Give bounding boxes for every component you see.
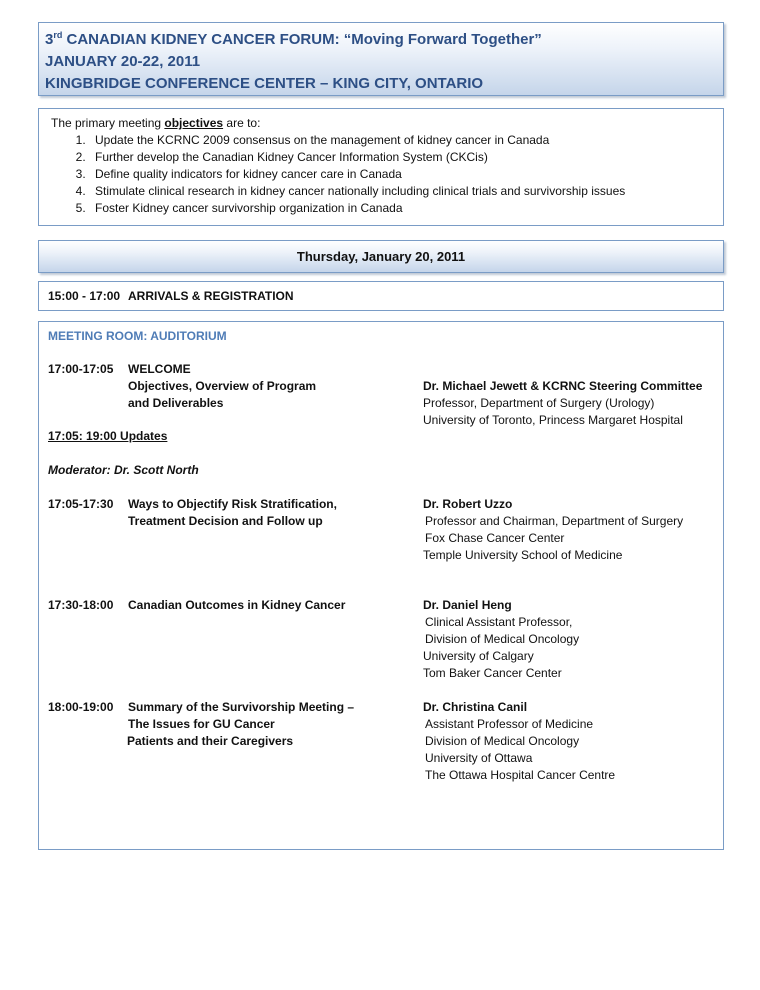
intro-keyword: objectives — [164, 116, 224, 130]
session-title: Canadian Outcomes in Kidney Cancer — [128, 598, 346, 612]
arrivals-time: 15:00 - 17:00 — [48, 289, 121, 303]
title-text: CANADIAN KIDNEY CANCER FORUM: “Moving Forward Together” — [62, 31, 542, 48]
moderator: Moderator: Dr. Scott North — [48, 463, 199, 477]
session-affiliation: Professor and Chairman, Department of Surgery — [425, 514, 684, 528]
intro-text: The primary meeting — [51, 116, 165, 130]
day-header: Thursday, January 20, 2011 — [38, 240, 724, 273]
forum-dates: JANUARY 20-22, 2011 — [45, 53, 201, 70]
meeting-room-box — [38, 321, 724, 850]
meeting-room-title: MEETING ROOM: AUDITORIUM — [48, 329, 227, 343]
session-affiliation: Temple University School of Medicine — [423, 548, 623, 562]
session-title: The Issues for GU Cancer — [128, 717, 275, 731]
objective-item: 5. Foster Kidney cancer survivorship organization in Canada — [89, 200, 723, 217]
objective-item: 2. Further develop the Canadian Kidney Cancer Information System (CKCis) — [89, 149, 723, 166]
welcome-time: 17:00-17:05 — [48, 362, 114, 376]
welcome-title: WELCOME — [128, 362, 191, 376]
session-affiliation: Assistant Professor of Medicine — [425, 717, 594, 731]
session-affiliation: Division of Medical Oncology — [425, 734, 580, 748]
forum-title — [45, 29, 723, 51]
session-time: 17:30-18:00 — [48, 598, 114, 612]
session-title: Patients and their Caregivers — [127, 734, 294, 748]
forum-title-banner — [38, 22, 724, 96]
welcome-affiliation: University of Toronto, Princess Margaret Hospital — [423, 413, 683, 427]
objective-item: 1. Update the KCRNC 2009 consensus on the management of kidney cancer in Canada — [89, 132, 723, 149]
welcome-speaker: Dr. Michael Jewett & KCRNC Steering Committee — [423, 379, 703, 393]
session-affiliation: Clinical Assistant Professor, — [425, 615, 573, 629]
updates-heading: 17:05: 19:00 Updates — [48, 429, 168, 443]
welcome-affiliation: Professor, Department of Surgery (Urology) — [423, 396, 655, 410]
welcome-subtitle: Objectives, Overview of Program — [128, 379, 317, 393]
objectives-box — [38, 108, 724, 226]
session-title: Treatment Decision and Follow up — [128, 514, 323, 528]
objectives-list — [51, 132, 723, 217]
title-ordinal: 3 — [45, 31, 54, 48]
session-speaker: Dr. Christina Canil — [423, 700, 528, 714]
session-affiliation: The Ottawa Hospital Cancer Centre — [425, 768, 616, 782]
intro-text-end: are to: — [223, 116, 261, 130]
title-ordinal-suffix: rd — [53, 30, 63, 40]
session-title: Ways to Objectify Risk Stratification, — [128, 497, 337, 511]
session-affiliation: Tom Baker Cancer Center — [423, 666, 562, 680]
session-time: 18:00-19:00 — [48, 700, 114, 714]
objective-item: 3. Define quality indicators for kidney cancer care in Canada — [89, 166, 723, 183]
forum-venue: KINGBRIDGE CONFERENCE CENTER – KING CITY, ONTARIO — [45, 75, 484, 92]
session-affiliation: Fox Chase Cancer Center — [425, 531, 565, 545]
session-affiliation: University of Ottawa — [425, 751, 533, 765]
arrivals-row — [38, 281, 724, 311]
session-affiliation: University of Calgary — [423, 649, 534, 663]
session-speaker: Dr. Daniel Heng — [423, 598, 512, 612]
session-title: Summary of the Survivorship Meeting – — [128, 700, 355, 714]
session-speaker: Dr. Robert Uzzo — [423, 497, 513, 511]
objective-item: 4. Stimulate clinical research in kidney cancer nationally including clinical trials and survivorship issues — [89, 183, 723, 200]
objectives-intro — [51, 115, 723, 132]
arrivals-label: ARRIVALS & REGISTRATION — [128, 289, 294, 303]
welcome-subtitle: and Deliverables — [128, 396, 224, 410]
session-time: 17:05-17:30 — [48, 497, 114, 511]
session-affiliation: Division of Medical Oncology — [425, 632, 580, 646]
